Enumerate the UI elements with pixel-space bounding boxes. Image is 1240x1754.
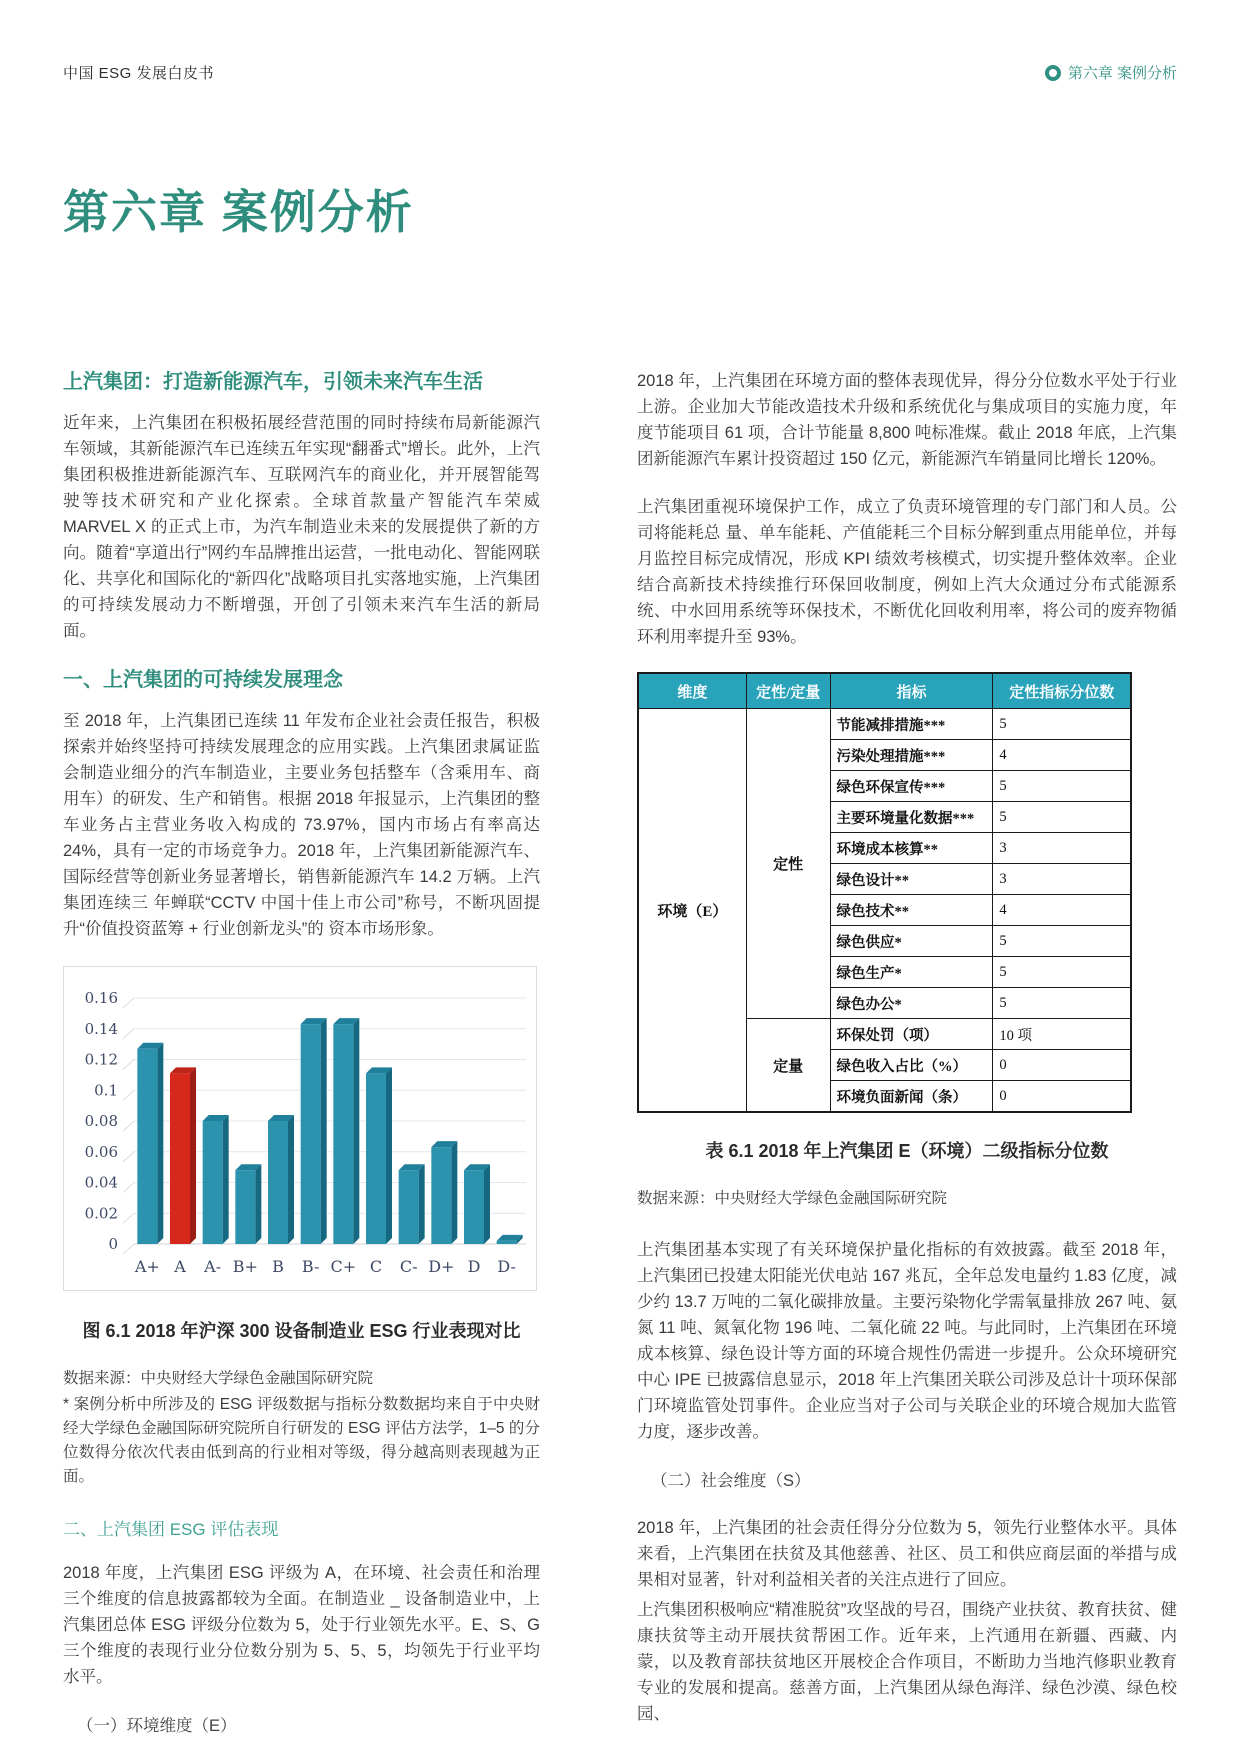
chapter-title: 第六章 案例分析 xyxy=(63,186,414,238)
paragraph: 近年来，上汽集团在积极拓展经营范围的同时持续布局新能源汽车领域，其新能源汽车已连续五年实现“翻番式”增长。此外，上汽集团积极推进新能源汽车、互联网汽车的商业化，并开展智能驾驶等技术研究和产业化探索。全球首款量产智能汽车荣威 MARVEL X 的正式上市，为汽车制造业未来的发展提供了新的方向。随着“享道出行”网约车品牌推出运营，一批电动化、智能网联化、共享化和国际化的“新四化”战略项目扎实落地实施，上汽集团的可持续发展动力不断增强，开创了引领未来汽车生活的新局面。 xyxy=(63,414,540,641)
paragraph: 上汽集团重视环境保护工作，成立了负责环境管理的专门部门和人员。公司将能耗总 量、单车能耗、产值能耗三个目标分解到重点用能单位，并每月监控目标完成情况，形成 KPI 绩效考核模式，切实提升整体效率。企业结合高新技术持续推行环保回收制度，例如上汽大众通过分布式能源系统、中水回用系统等环保技术，不断优化回收利用率，将公司的废弃物循环利用率提升至 93%。 xyxy=(637,498,1177,647)
indicator-cell: 绿色技术** xyxy=(830,895,993,926)
svg-text:0.1: 0.1 xyxy=(94,1081,118,1100)
qualitative-group-cell: 定性 xyxy=(746,709,830,1019)
value-cell: 5 xyxy=(993,988,1131,1019)
figure-caption: 图 6.1 2018 年沪深 300 设备制造业 ESG 行业表现对比 xyxy=(82,1321,521,1342)
figure-source: 数据来源：中央财经大学绿色金融国际研究院 xyxy=(63,1370,374,1388)
table-source: 数据来源：中央财经大学绿色金融国际研究院 xyxy=(637,1190,948,1208)
chapter-ring-icon xyxy=(1045,65,1061,81)
section-heading-saic: 上汽集团：打造新能源汽车，引领未来汽车生活 xyxy=(63,371,483,394)
table-header-cell: 指标 xyxy=(830,673,993,709)
paragraph: 2018 年，上汽集团的社会责任得分分位数为 5，领先行业整体水平。具体来看，上汽集团在扶贫及其他慈善、社区、员工和供应商层面的举措与成果相对显著，针对利益相关者的关注点进行了回应。 xyxy=(637,1519,1177,1590)
svg-text:B-: B- xyxy=(301,1257,320,1277)
value-cell: 5 xyxy=(993,957,1131,988)
section-heading-esg-performance: 二、上汽集团 ESG 评估表现 xyxy=(63,1520,279,1540)
paragraph: 上汽集团积极响应“精准脱贫”攻坚战的号召，围绕产业扶贫、教育扶贫、健康扶贫等主动开展扶贫帮困工作。近年来，上汽通用在新疆、西藏、内蒙，以及教育部扶贫地区开展校企合作项目，不断助力当地汽修职业教育专业的发展和提高。慈善方面，上汽集团从绿色海洋、绿色沙漠、绿色校园、 xyxy=(637,1601,1177,1724)
left-column xyxy=(63,368,540,1736)
value-cell: 3 xyxy=(993,833,1131,864)
figure-6-1-bar-chart xyxy=(63,966,537,1291)
value-cell: 5 xyxy=(993,771,1131,802)
paragraph: 至 2018 年，上汽集团已连续 11 年发布企业社会责任报告，积极探索并始终坚持可持续发展理念的应用实践。上汽集团隶属证监会制造业细分的汽车制造业，主要业务包括整车（含乘用车、商用车）的研发、生产和销售。根据 2018 年报显示，上汽集团的整车业务占主营业务收入构成的 73.97%，国内市场占有率高达 24%，具有一定的市场竞争力。2018 年，上汽集团新能源汽车、国际经营等创新业务显著增长，销售新能源汽车 14.2 万辆。上汽集团连续三 年蝉联“CCTV 中国十佳上市公司”称号，不断巩固提升“价值投资蓝筹 + 行业创新龙头”的 资本市场形象。 xyxy=(63,712,540,939)
svg-text:C: C xyxy=(369,1257,383,1277)
svg-text:A: A xyxy=(174,1257,186,1277)
indicator-cell: 绿色环保宣传*** xyxy=(830,771,993,802)
section-heading-sustainability: 一、上汽集团的可持续发展理念 xyxy=(63,669,343,692)
table-header-cell: 维度 xyxy=(638,673,746,709)
table-header-cell: 定性指标分位数 xyxy=(993,673,1131,709)
table-header-cell: 定性/定量 xyxy=(746,673,830,709)
svg-text:D: D xyxy=(467,1257,481,1277)
svg-text:A+: A+ xyxy=(134,1257,160,1277)
svg-text:0.04: 0.04 xyxy=(84,1173,118,1192)
paragraph: 上汽集团基本实现了有关环境保护量化指标的有效披露。截至 2018 年，上汽集团已投建太阳能光伏电站 167 兆瓦，全年总发电量约 1.83 亿度，减少约 13.7 万吨的二氧化碳排放量。主要污染物化学需氧量排放 267 吨、氨氮 11 吨、氮氧化物 196 吨、二氧化硫 22 吨。与此同时，上汽集团在环境成本核算、绿色设计等方面的环境合规性仍需进一步提升。公众环境研究中心 IPE 已披露信息显示，2018 年上汽集团关联公司涉及总计十项环保部门环境监管处罚事件。企业应当对子公司与关联企业的环境合规加大监管力度，逐步改善。 xyxy=(637,1241,1177,1442)
value-cell: 3 xyxy=(993,864,1131,895)
dimension-cell: 环境（E） xyxy=(638,709,746,1113)
paragraph: 2018 年，上汽集团在环境方面的整体表现优异，得分分位数水平处于行业上游。企业加大节能改造技术升级和系统优化与集成项目的实施力度，年度节能项目 61 项，合计节能量 8,800 吨标准煤。截止 2018 年底，上汽集团新能源汽车累计投资超过 150 亿元，新能源汽车销量同比增长 120%。 xyxy=(637,372,1177,469)
indicator-cell: 环保处罚（项） xyxy=(830,1019,993,1050)
right-column xyxy=(637,368,1177,1731)
quantitative-group-cell: 定量 xyxy=(746,1019,830,1113)
svg-text:B+: B+ xyxy=(232,1257,258,1277)
value-cell: 0 xyxy=(993,1081,1131,1113)
value-cell: 0 xyxy=(993,1050,1131,1081)
value-cell: 4 xyxy=(993,740,1131,771)
indicator-cell: 绿色设计** xyxy=(830,864,993,895)
svg-text:C-: C- xyxy=(399,1257,418,1277)
indicator-cell: 环境成本核算** xyxy=(830,833,993,864)
indicator-cell: 节能减排措施*** xyxy=(830,709,993,740)
header-chapter-label: 第六章 案例分析 xyxy=(1067,65,1177,82)
svg-text:0.06: 0.06 xyxy=(84,1142,118,1161)
env-indicators-table xyxy=(637,672,1132,1113)
svg-text:0: 0 xyxy=(108,1235,118,1254)
indicator-cell: 绿色供应* xyxy=(830,926,993,957)
svg-text:0.14: 0.14 xyxy=(84,1019,118,1038)
svg-text:B: B xyxy=(272,1257,284,1277)
indicator-cell: 绿色办公* xyxy=(830,988,993,1019)
svg-text:0.16: 0.16 xyxy=(84,989,118,1008)
table-caption: 表 6.1 2018 年上汽集团 E（环境）二级指标分位数 xyxy=(705,1141,1109,1162)
indicator-cell: 污染处理措施*** xyxy=(830,740,993,771)
esg-rating-bar-chart xyxy=(64,968,536,1290)
two-column-body xyxy=(63,368,1177,1736)
paragraph: 2018 年度，上汽集团 ESG 评级为 A，在环境、社会责任和治理三个维度的信息披露都较为全面。在制造业 _ 设备制造业中，上汽集团总体 ESG 评级分位数为 5，处于行业领先水平。E、S、G 三个维度的表现行业分位数分别为 5、5、5，均领先于行业平均水平。 xyxy=(63,1564,540,1687)
value-cell: 4 xyxy=(993,895,1131,926)
value-cell: 10 项 xyxy=(993,1019,1131,1050)
svg-text:0.02: 0.02 xyxy=(84,1204,118,1223)
svg-text:C+: C+ xyxy=(330,1257,357,1277)
svg-text:A-: A- xyxy=(204,1257,222,1277)
table-row xyxy=(638,709,1131,740)
header-chapter-marker xyxy=(1045,62,1177,83)
indicator-cell: 绿色生产* xyxy=(830,957,993,988)
svg-text:D+: D+ xyxy=(428,1257,455,1277)
env-dimension-label: （一）环境维度（E） xyxy=(77,1717,237,1736)
value-cell: 5 xyxy=(993,802,1131,833)
svg-text:D-: D- xyxy=(497,1257,516,1277)
svg-text:0.08: 0.08 xyxy=(84,1112,118,1131)
indicator-cell: 环境负面新闻（条） xyxy=(830,1081,993,1113)
value-cell: 5 xyxy=(993,926,1131,957)
value-cell: 5 xyxy=(993,709,1131,740)
svg-text:0.12: 0.12 xyxy=(84,1050,118,1069)
header-book-title: 中国 ESG 发展白皮书 xyxy=(63,65,215,82)
figure-footnote: * 案例分析中所涉及的 ESG 评级数据与指标分数数据均来自于中央财经大学绿色金融国际研究院所自行研发的 ESG 评估方法学，1–5 的分位数得分依次代表由低到高的行业相对等级，得分越高则表现越为正面。 xyxy=(63,1396,540,1486)
page-header xyxy=(0,0,1240,83)
indicator-cell: 主要环境量化数据*** xyxy=(830,802,993,833)
social-dimension-label: （二）社会维度（S） xyxy=(651,1472,811,1491)
indicator-cell: 绿色收入占比（%） xyxy=(830,1050,993,1081)
